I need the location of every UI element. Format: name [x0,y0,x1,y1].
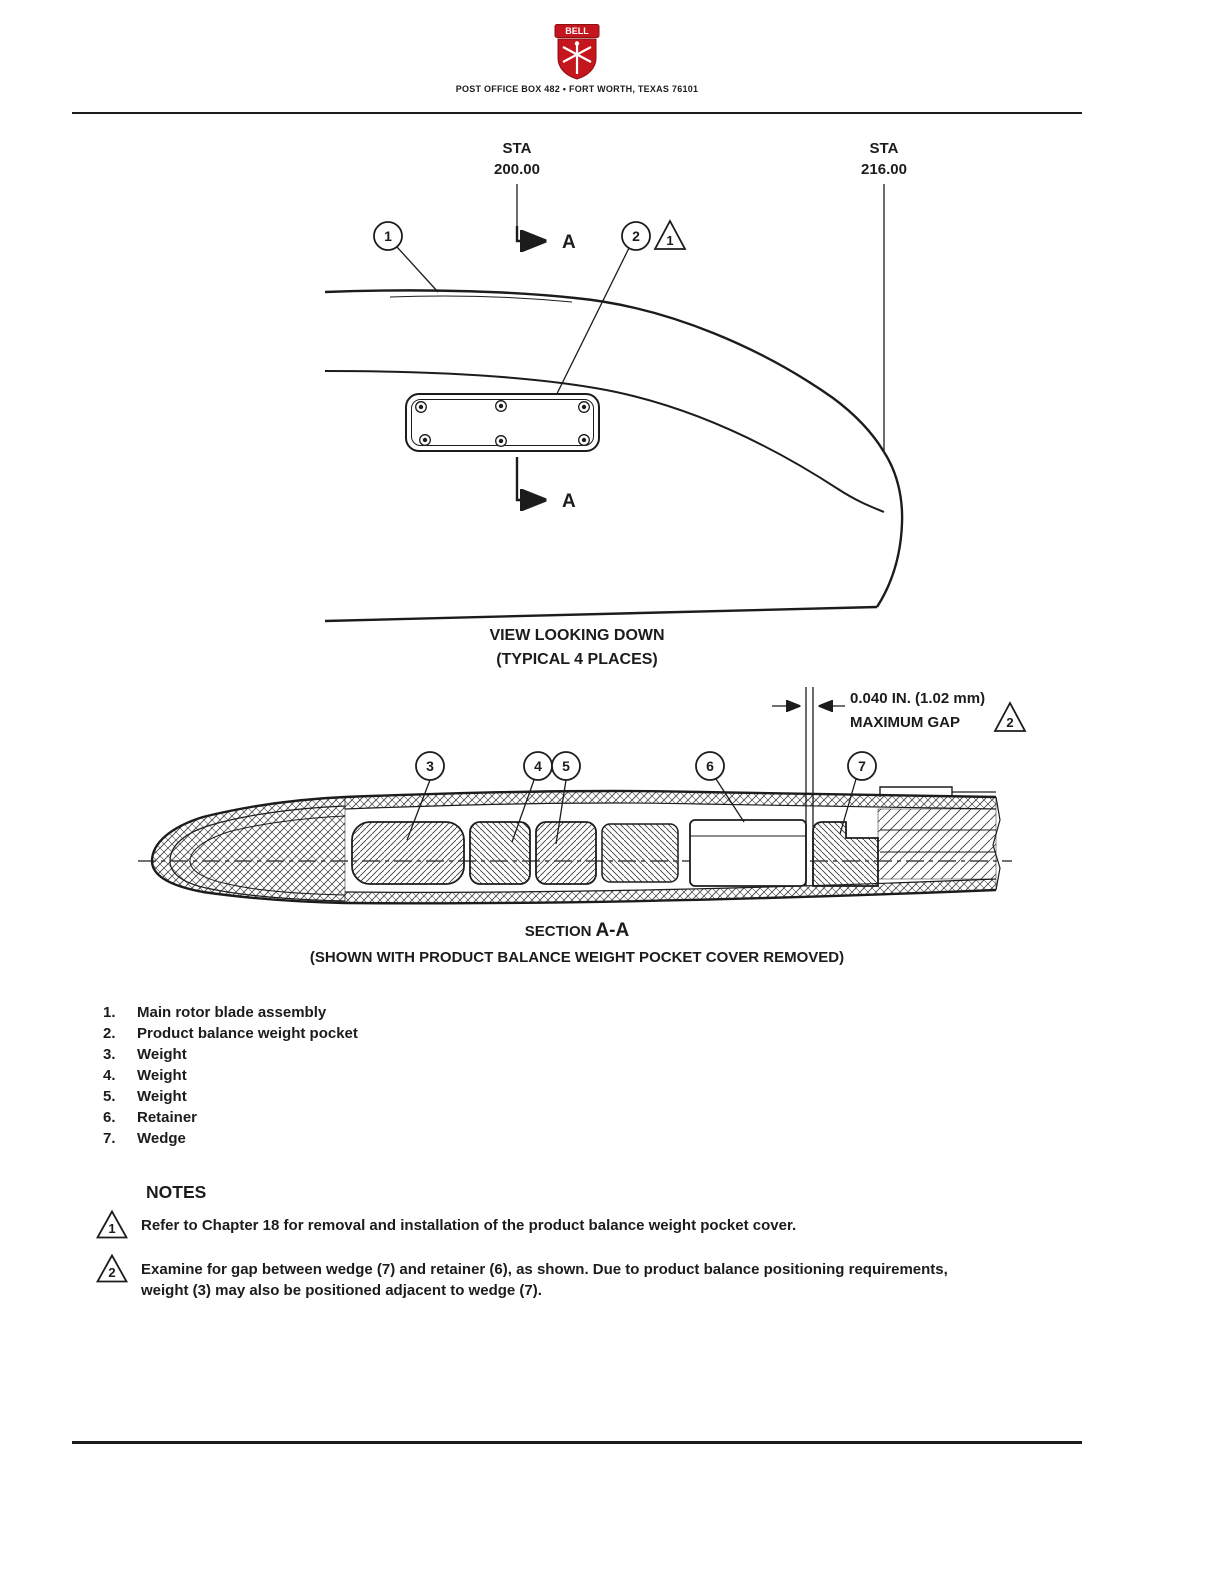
legend-item-label: Weight [137,1088,187,1105]
legend-item-number: 5. [103,1088,116,1105]
weight-4-block [470,822,530,884]
legend-item-number: 3. [103,1046,116,1063]
section-cut-arrow-bottom [517,457,544,500]
weight-filler-block [602,824,678,882]
screw-dot [499,404,502,407]
section-caption [0,918,1154,971]
note-item-1 [96,1210,1096,1239]
top-view-caption-line2: (TYPICAL 4 PLACES) [496,651,658,668]
screw-dot [499,439,502,442]
blade-top-edge-inner-line [390,296,572,302]
callout-1-number: 1 [384,228,392,244]
note-flag-1-num: 1 [108,1221,116,1236]
sta-216-value: 216.00 [861,161,907,178]
blade-tip-edge [877,452,902,607]
section-caption-id: A-A [595,920,630,941]
legend-item [103,1086,358,1107]
section-caption-line1 [0,918,1154,945]
legend-item-number: 1. [103,1004,116,1021]
top-view-diagram [325,140,907,621]
legend-item-label: Product balance weight pocket [137,1025,358,1042]
screw-dot [423,438,426,441]
section-caption-prefix: SECTION [524,923,592,940]
note-2-text: Examine for gap between wedge (7) and retainer (6), as shown. Due to product balance positioning requirements, weight (3) may also be positioned adjacent to wedge (7). [141,1261,948,1299]
gap-note-line2: MAXIMUM GAP [850,714,960,731]
section-view-diagram [138,687,1025,903]
top-view-caption [0,624,1154,672]
legend-item-label: Main rotor blade assembly [137,1004,327,1021]
callout-4-number: 4 [534,758,542,774]
note-flag-2-icon [96,1254,128,1283]
sta-216-label: STA [869,140,899,157]
screw-dot [419,405,422,408]
legend-item-label: Wedge [137,1130,186,1147]
legend-item [103,1023,358,1044]
legend-item-number: 6. [103,1109,116,1126]
note-1-text: Refer to Chapter 18 for removal and installation of the product balance weight pocket cover. [141,1217,797,1234]
sta-200-value: 200.00 [494,161,540,178]
legend-item [103,1044,358,1065]
section-cut-label-top: A [562,232,576,253]
legend-item [103,1065,358,1086]
section-cut-label-bottom: A [562,491,576,512]
note-flag-1-number: 1 [666,233,674,248]
callout-5-number: 5 [562,758,570,774]
bell-logo-text: BELL [565,26,589,36]
callout-6-number: 6 [706,758,714,774]
legend-list [103,1002,358,1149]
footer-rule [72,1441,1082,1444]
aft-structure-hatch [878,809,996,879]
gap-note-line1: 0.040 IN. (1.02 mm) [850,690,986,707]
note-flag-2-num: 2 [108,1265,116,1280]
wedge-block [813,822,878,886]
callout-1-leader [397,247,438,292]
weight-pocket-cover-plate [406,394,599,451]
section-caption-line2: (SHOWN WITH PRODUCT BALANCE WEIGHT POCKET COVER REMOVED) [309,949,845,966]
company-address: POST OFFICE BOX 482 • FORT WORTH, TEXAS 76101 [455,84,699,94]
legend-item-number: 7. [103,1130,116,1147]
legend-item [103,1128,358,1149]
legend-item-label: Weight [137,1046,187,1063]
legend-item [103,1002,358,1023]
legend-item [103,1107,358,1128]
note-flag-2-number: 2 [1006,715,1014,730]
legend-item-number: 4. [103,1067,116,1084]
callout-2-number: 2 [632,228,640,244]
note-item-2 [96,1254,1096,1301]
notes-title: NOTES [146,1182,207,1202]
screw-dot [582,405,585,408]
screw-dot [582,438,585,441]
sta-200-label: STA [502,140,532,157]
legend-item-label: Weight [137,1067,187,1084]
callout-3-number: 3 [426,758,434,774]
callout-7-number: 7 [858,758,866,774]
section-cut-arrow-top [517,226,544,241]
weight-5-block [536,822,596,884]
weight-3-block [352,822,464,884]
top-view-caption-line1: VIEW LOOKING DOWN [489,627,665,644]
legend-item-number: 2. [103,1025,116,1042]
retainer-block [690,820,806,886]
blade-trailing-edge [325,607,877,621]
note-flag-1-icon [96,1210,128,1239]
legend-item-label: Retainer [137,1109,198,1126]
